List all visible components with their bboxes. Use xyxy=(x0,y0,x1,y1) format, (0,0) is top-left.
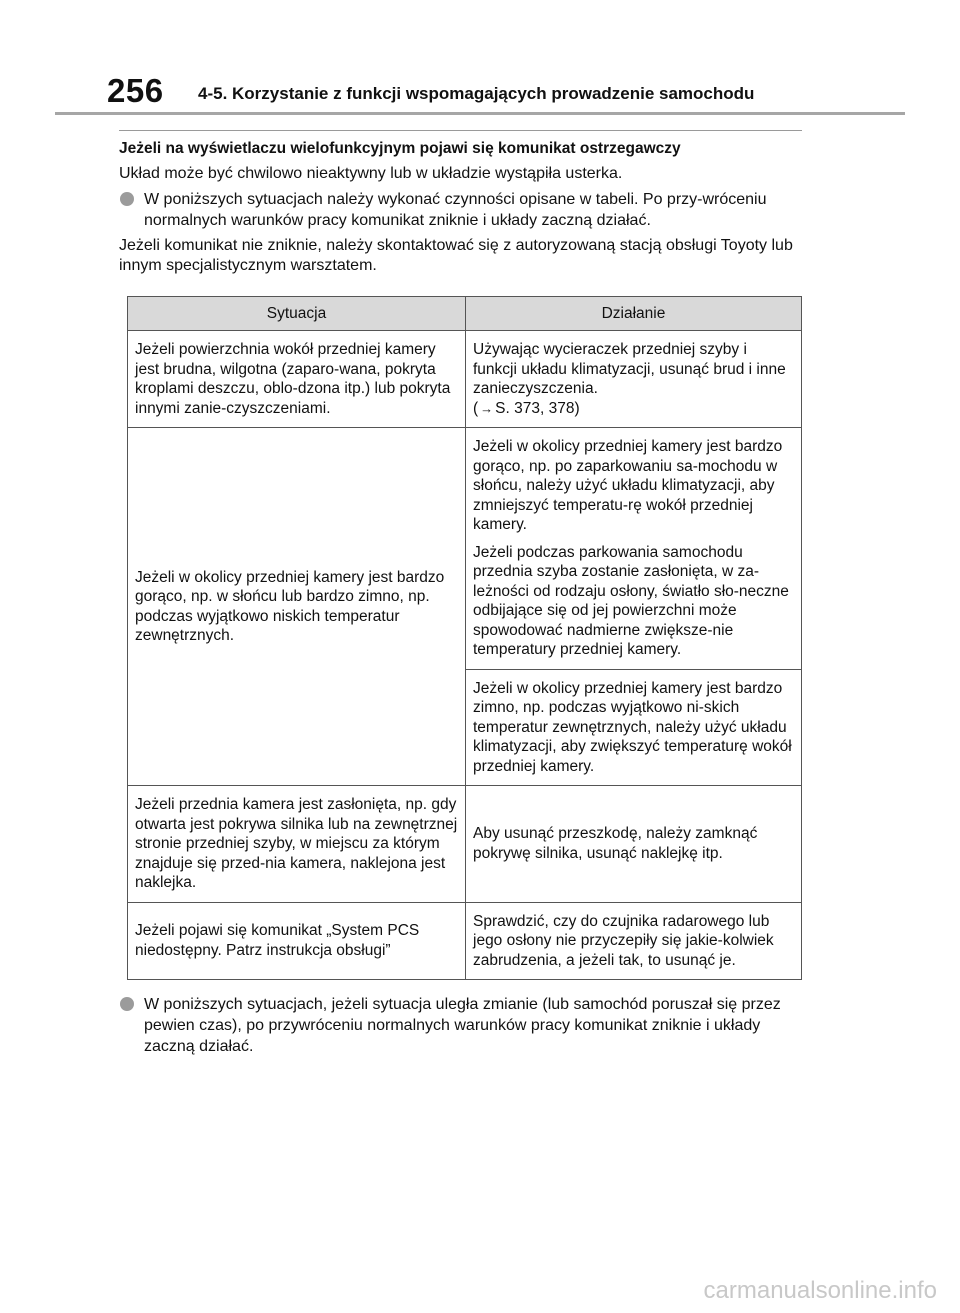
page-header xyxy=(0,0,960,118)
action-cell xyxy=(466,331,802,428)
bullet-icon xyxy=(120,192,134,206)
table-row xyxy=(128,786,802,903)
contact-paragraph: Jeżeli komunikat nie zniknie, należy skontaktować się z autoryzowaną stacją obsługi Toyoty lub innym specjalistycznym warsztatem. xyxy=(119,237,793,274)
situation-cell: Jeżeli powierzchnia wokół przedniej kamery jest brudna, wilgotna (zaparo-wana, pokryta kroplami deszczu, oblo-dzona itp.) lub pokryta innymi zanie-czyszczeniami. xyxy=(128,331,466,428)
section-title: 4-5. Korzystanie z funkcji wspomagających prowadzenie samochodu xyxy=(198,84,755,103)
subheading-divider xyxy=(119,130,802,131)
bullet-item-2 xyxy=(119,994,802,1057)
action-cell: Aby usunąć przeszkodę, należy zamknąć pokrywę silnika, usunąć naklejkę itp. xyxy=(466,786,802,903)
table-row xyxy=(128,428,802,670)
reference-open: ( xyxy=(473,399,479,417)
page-content xyxy=(119,130,802,1062)
subheading: Jeżeli na wyświetlaczu wielofunkcyjnym pojawi się komunikat ostrzegawczy xyxy=(119,140,681,157)
action-cell xyxy=(466,428,802,670)
situation-cell: Jeżeli pojawi się komunikat „System PCS niedostępny. Patrz instrukcja obsługi” xyxy=(128,902,466,980)
action-text: Jeżeli w okolicy przedniej kamery jest bardzo gorąco, np. po zaparkowaniu sa-mochodu w słońcu, należy użyć układu klimatyzacji, aby zmniejszyć temperatu-rę wokół przedniej kamery. xyxy=(473,438,783,533)
action-text: Jeżeli podczas parkowania samochodu przednia szyba zostanie zasłonięta, w za-leżności od rodzaju osłony, światło sło-neczne odbijające się od jej powierzchni może spowodować nadmierne zwiększe-nie temperatury przedniej kamery. xyxy=(473,543,789,658)
bullet-text-2: W poniższych sytuacjach, jeżeli sytuacja uległa zmianie (lub samochód poruszał się przez pewien czas), po przywróceniu normalnych warunków pracy komunikat zniknie i układy zaczną działać. xyxy=(144,996,781,1055)
action-text: Używając wycieraczek przedniej szyby i funkcji układu klimatyzacji, usunąć brud i inne zanieczyszczenia. xyxy=(473,341,786,397)
arrow-right-icon: → xyxy=(480,400,494,416)
page-number: 256 xyxy=(107,72,164,109)
page-reference: S. 373, 378) xyxy=(495,399,580,417)
table-row xyxy=(128,331,802,428)
header-divider xyxy=(55,112,905,115)
column-header-situation: Sytuacja xyxy=(128,297,466,331)
situation-cell: Jeżeli w okolicy przedniej kamery jest bardzo gorąco, np. w słońcu lub bardzo zimno, np. podczas wyjątkowo niskich temperatur zewnętrznych. xyxy=(128,428,466,786)
action-cell: Sprawdzić, czy do czujnika radarowego lub jego osłony nie przyczepiły się jakie-kolwiek zabrudzenia, a jeżeli tak, to usunąć je. xyxy=(466,902,802,980)
situations-table xyxy=(127,296,802,980)
situation-cell: Jeżeli przednia kamera jest zasłonięta, np. gdy otwarta jest pokrywa silnika lub na zewnętrznej stronie przedniej szyby, w miejscu za którym znajduje się przed-nia kamera, naklejona jest naklejka. xyxy=(128,786,466,903)
intro-paragraph: Układ może być chwilowo nieaktywny lub w układzie wystąpiła usterka. xyxy=(119,165,623,182)
bullet-item-1 xyxy=(119,189,802,231)
bullet-icon xyxy=(120,997,134,1011)
table-row xyxy=(128,902,802,980)
column-header-action: Działanie xyxy=(466,297,802,331)
action-cell: Jeżeli w okolicy przedniej kamery jest bardzo zimno, np. podczas wyjątkowo ni-skich temperatur zewnętrznych, należy użyć układu klimatyzacji, aby zwiększyć temperaturę wokół przedniej kamery. xyxy=(466,669,802,786)
watermark-link[interactable]: carmanualsonline.info xyxy=(703,1277,937,1304)
bullet-text-1: W poniższych sytuacjach należy wykonać czynności opisane w tabeli. Po przy-wróceniu normalnych warunków pracy komunikat zniknie i układy zaczną działać. xyxy=(144,191,767,229)
table-header-row xyxy=(128,297,802,331)
